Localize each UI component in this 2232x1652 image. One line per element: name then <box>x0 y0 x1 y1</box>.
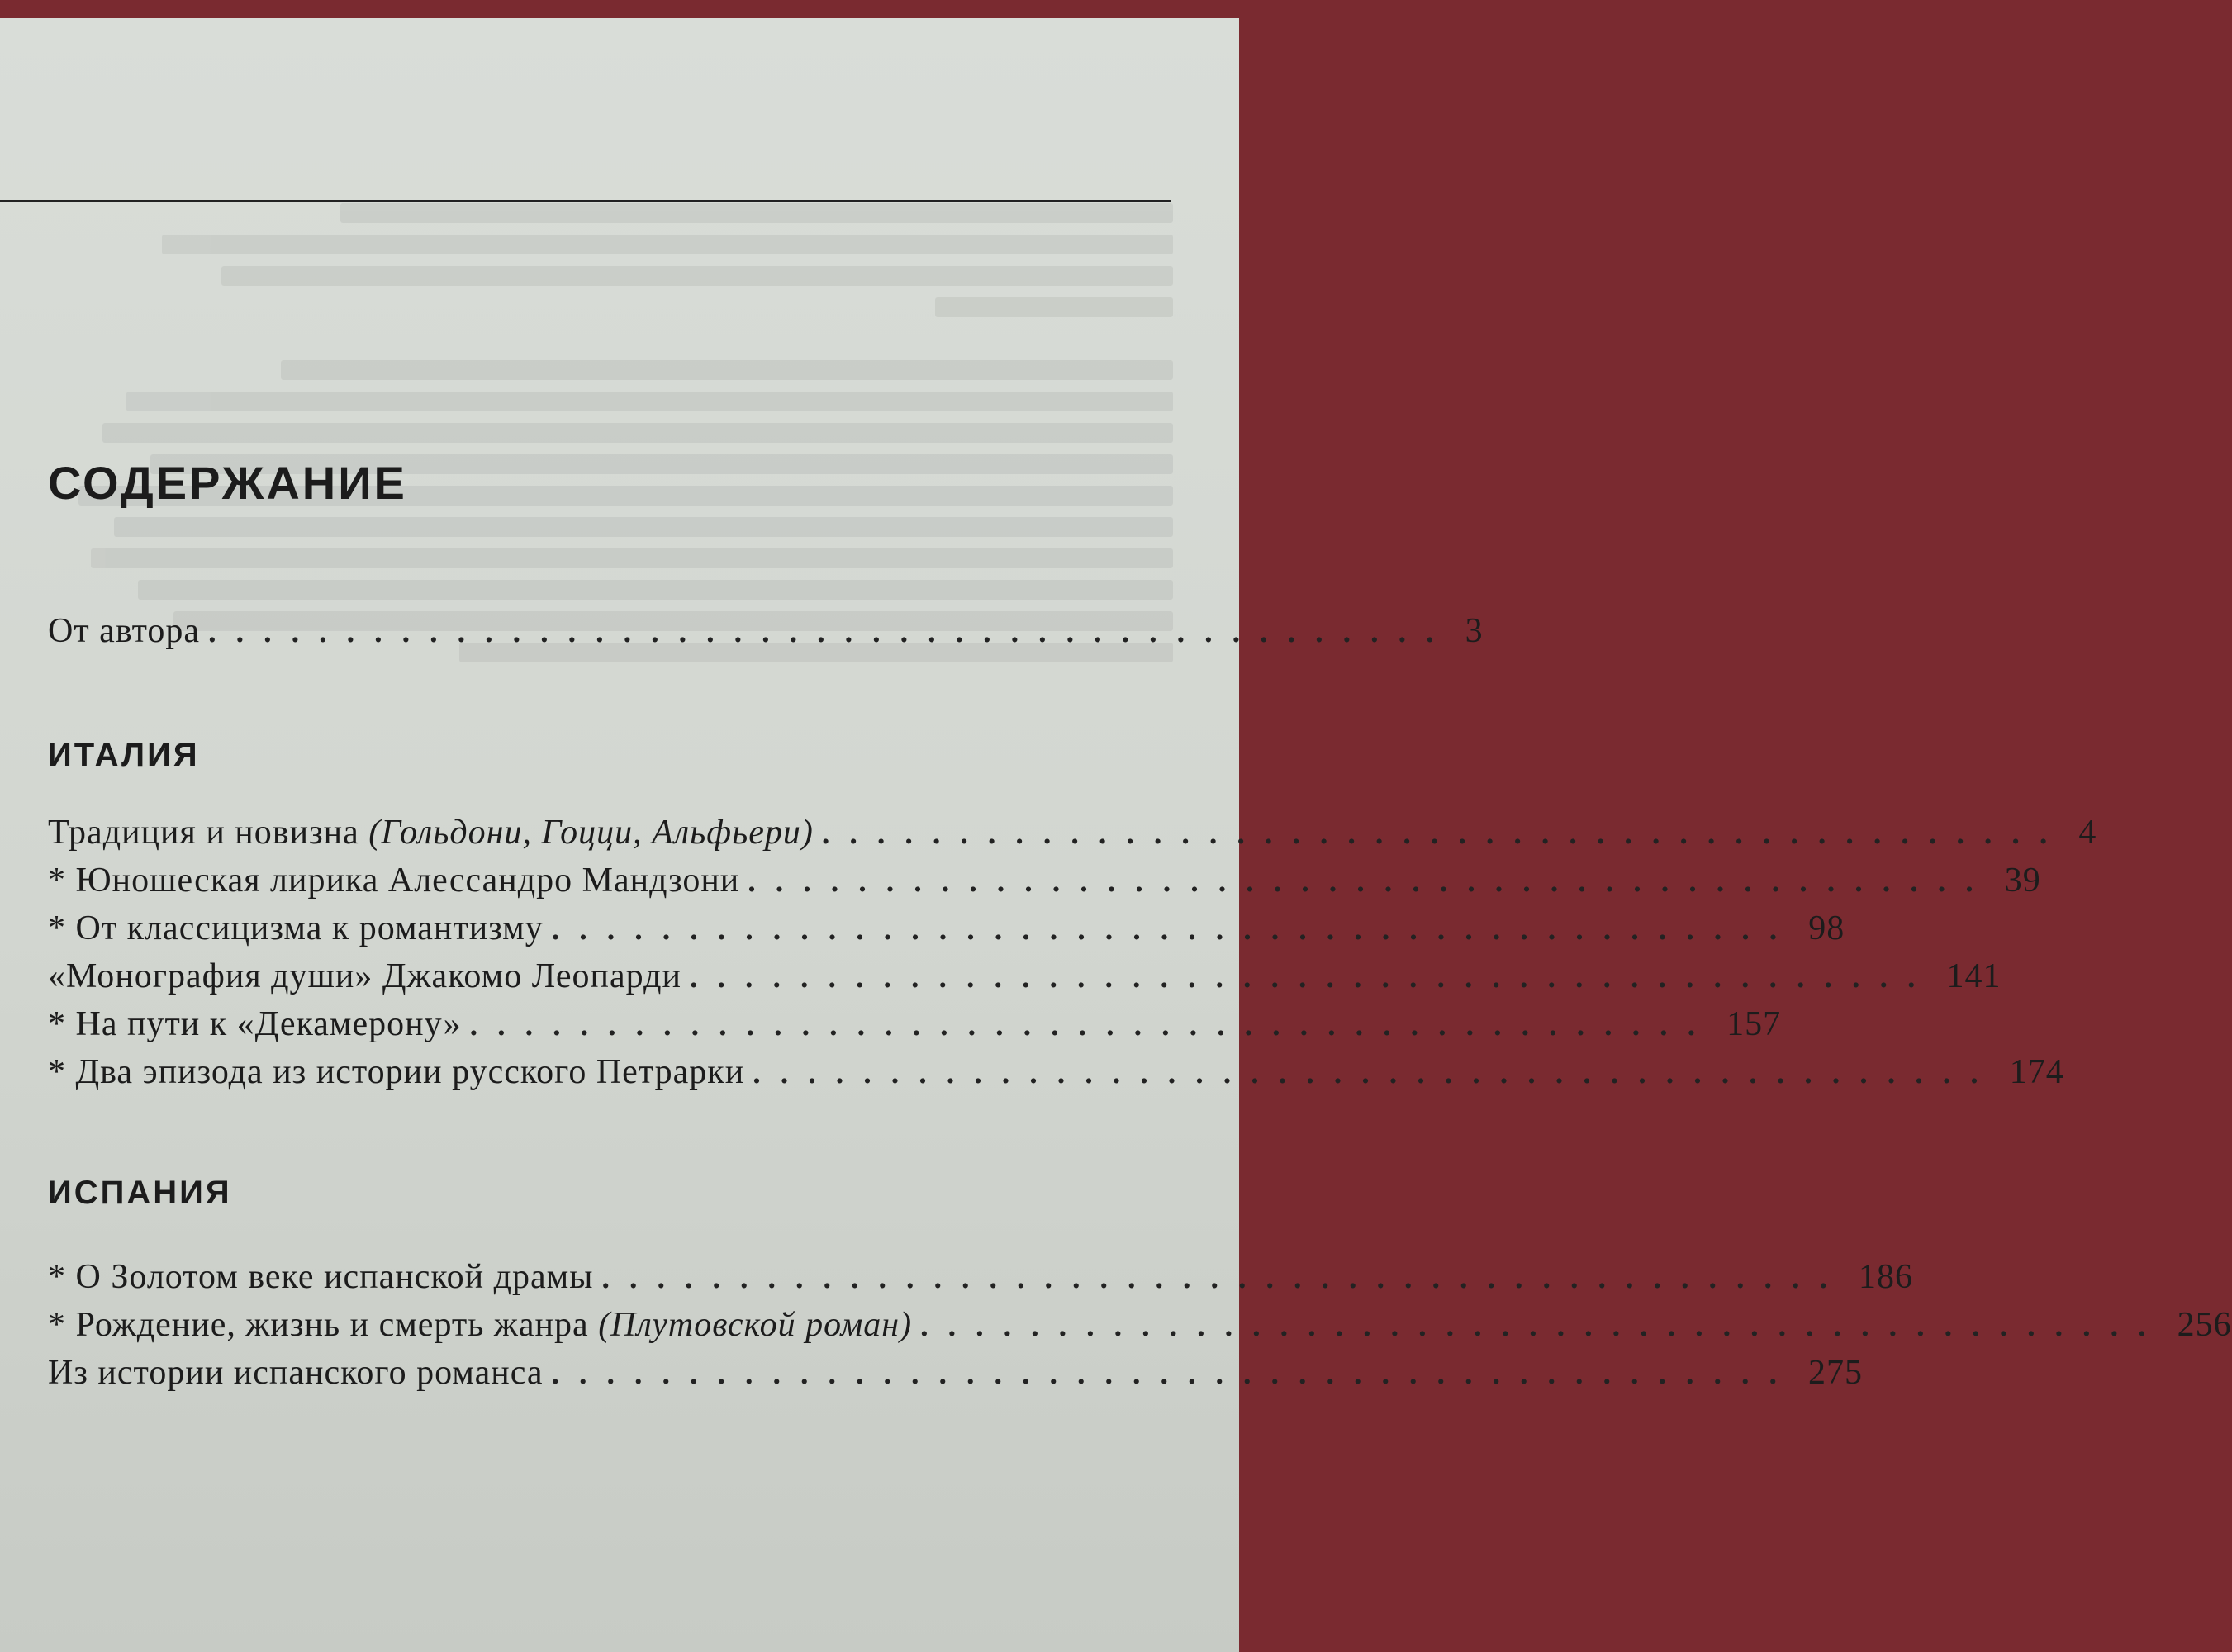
entry-title: Из истории испанского романса <box>48 1354 544 1392</box>
page-number: 3 <box>1465 612 1484 650</box>
page-number: 4 <box>2078 814 2097 852</box>
entry-title: * О Золотом веке испанской драмы <box>48 1258 594 1296</box>
toc-entry[interactable] <box>48 1257 1913 1303</box>
entry-title: * Два эпизода из истории русского Петрарки <box>48 1053 745 1091</box>
toc-entry[interactable] <box>48 813 2097 859</box>
page-number: 157 <box>1726 1005 1782 1043</box>
dot-leader: ............................................. <box>689 960 1935 995</box>
dot-leader: ............................................. <box>551 912 1797 947</box>
toc-title: СОДЕРЖАНИЕ <box>48 457 407 509</box>
toc-entry[interactable] <box>48 909 1845 955</box>
page-number: 141 <box>1946 957 2002 995</box>
page-number: 39 <box>2004 862 2041 900</box>
section-heading-italy: ИТАЛИЯ <box>48 737 200 773</box>
dot-leader: ............................................. <box>469 1008 1716 1042</box>
dot-leader: ............................................. <box>601 1260 1847 1295</box>
section-heading-spain: ИСПАНИЯ <box>48 1175 232 1211</box>
page-number: 98 <box>1808 909 1845 947</box>
entry-title: * Юношеская лирика Алессандро Мандзони <box>48 862 740 900</box>
dot-leader: ............................................. <box>748 864 1993 899</box>
entry-title: * На пути к «Декамерону» <box>48 1005 462 1043</box>
header-rule <box>0 200 1171 202</box>
dot-leader: ............................................. <box>920 1308 2166 1343</box>
toc-entry[interactable] <box>48 1305 2232 1351</box>
toc-entry[interactable] <box>48 1004 1782 1051</box>
toc-entry[interactable] <box>48 1353 1864 1399</box>
dot-leader: ............................................. <box>551 1356 1797 1391</box>
entry-title: * Рождение, жизнь и смерть жанра (Плутовской роман) <box>48 1306 913 1344</box>
toc-entry[interactable] <box>48 1052 2064 1099</box>
page-number: 275 <box>1808 1354 1864 1392</box>
entry-title: От автора <box>48 612 201 650</box>
dot-leader: ............................................. <box>821 816 2068 851</box>
toc-entry[interactable] <box>48 861 2041 907</box>
dot-leader: ............................................. <box>208 615 1454 649</box>
page-number: 256 <box>2177 1306 2232 1344</box>
toc-entry-preface[interactable] <box>48 611 1484 657</box>
page-number: 174 <box>2009 1053 2064 1091</box>
dot-leader: ............................................. <box>753 1056 1998 1090</box>
entry-title: Традиция и новизна (Гольдони, Гоцци, Альфьери) <box>48 814 814 852</box>
book-page <box>0 18 2232 1652</box>
toc-entry[interactable] <box>48 957 2002 1003</box>
entry-title: «Монография души» Джакомо Леопарди <box>48 957 681 995</box>
entry-title: * От классицизма к романтизму <box>48 909 544 947</box>
page-number: 186 <box>1858 1258 1913 1296</box>
